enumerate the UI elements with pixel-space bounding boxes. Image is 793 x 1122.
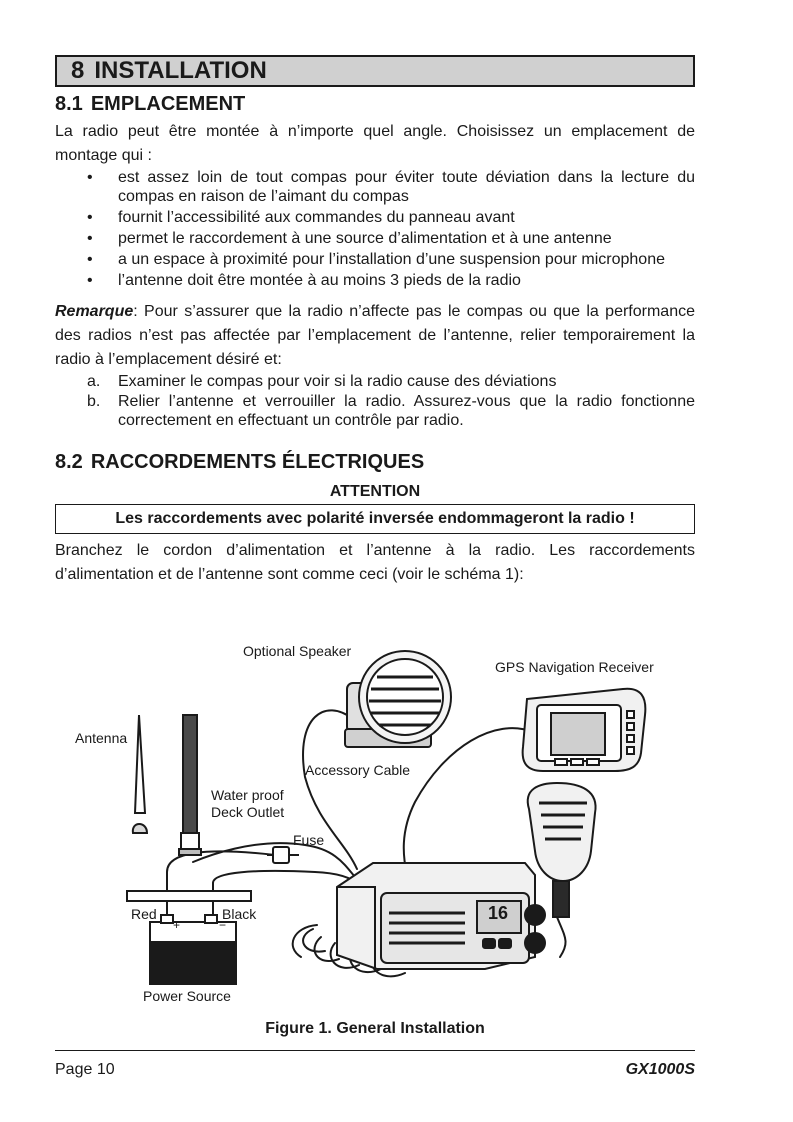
fuse-icon — [267, 847, 299, 863]
list-item — [55, 372, 695, 391]
installation-figure — [55, 637, 695, 1017]
label-battery-plus: + — [173, 918, 181, 932]
label-accessory-cable: Accessory Cable — [305, 762, 411, 778]
section-title: RACCORDEMENTS ÉLECTRIQUES — [90, 451, 425, 473]
mic-cable — [557, 917, 566, 957]
list-item: • l’antenne doit être montée à au moins 3 pieds de la radio — [55, 271, 695, 290]
intro-paragraph: La radio peut être montée à n’importe quel angle. Choisissez un emplacement de montage qui : — [55, 123, 695, 164]
step-list — [55, 372, 695, 430]
microphone-icon — [528, 783, 596, 917]
label-power-source: Power Source — [143, 988, 231, 1004]
connection-paragraph: Branchez le cordon d’alimentation et l’antenne à la radio. Les raccordements d’alimentation et de l’antenne sont comme ceci (voir le schéma 1): — [55, 542, 695, 583]
radio-unit-icon — [337, 863, 545, 969]
gps-cable — [404, 728, 533, 875]
figure-caption: Figure 1. General Installation — [265, 1020, 485, 1037]
deck-outlet-icon — [179, 715, 201, 855]
model-name: GX1000S — [625, 1061, 695, 1078]
section-number: 8.2 — [55, 451, 83, 473]
chapter-title: INSTALLATION — [94, 57, 267, 84]
label-deck-outlet-line-2: Deck Outlet — [211, 804, 285, 820]
page-number: Page 10 — [55, 1061, 115, 1078]
step-text: Examiner le compas pour voir si la radio cause des déviations — [118, 373, 557, 390]
label-battery-minus: − — [219, 918, 227, 932]
label-gps-receiver: GPS Navigation Receiver — [495, 659, 654, 675]
section-title: EMPLACEMENT — [90, 93, 246, 115]
step-marker: b. — [87, 393, 101, 410]
attention-box: Les raccordements avec polarité inversée endommageront la radio ! — [55, 504, 695, 534]
chapter-number: 8 — [71, 57, 85, 84]
list-item: • permet le raccordement à une source d’alimentation et à une antenne — [55, 229, 695, 248]
speaker-icon — [345, 651, 451, 747]
step-marker: a. — [87, 373, 101, 390]
list-item: • fournit l’accessibilité aux commandes du panneau avant — [55, 208, 695, 227]
note-text: : Pour s’assurer que la radio n’affecte pas le compas ou que la performance des radios n’est pas affectée par l’emplacement de l’antenne, relier temporairement la radio à l’emplacement désiré et: — [55, 303, 695, 368]
label-antenna: Antenna — [75, 730, 128, 746]
note-paragraph — [55, 300, 695, 372]
installation-diagram — [55, 637, 695, 1017]
label-red-wire: Red — [131, 906, 157, 922]
antenna-icon — [133, 715, 147, 833]
step-text: Relier l’antenne et verrouiller la radio. Assurez-vous que la radio fonctionne correctement en effectuant un contrôle par radio. — [118, 393, 695, 429]
section-heading-8-2 — [55, 450, 695, 474]
chapter-heading — [55, 55, 695, 87]
label-fuse: Fuse — [293, 832, 325, 848]
list-item: • a un espace à proximité pour l’installation d’une suspension pour microphone — [55, 250, 695, 269]
radio-display-value: 16 — [488, 903, 509, 923]
note-label: Remarque — [55, 303, 134, 320]
page-content — [55, 55, 695, 587]
label-deck-outlet-line-1: Water proof — [211, 787, 284, 803]
footer-divider — [55, 1050, 695, 1051]
location-bullet-list — [55, 168, 695, 290]
list-item: • est assez loin de tout compas pour éviter toute déviation dans la lecture du compas en raison de l’aimant du compas — [55, 168, 695, 206]
mounting-surface — [127, 891, 251, 901]
section-heading-8-1 — [55, 92, 695, 116]
section-number: 8.1 — [55, 93, 83, 115]
attention-heading: ATTENTION — [329, 483, 421, 500]
list-item — [55, 392, 695, 430]
label-optional-speaker: Optional Speaker — [243, 643, 352, 659]
gps-receiver-icon — [523, 689, 646, 771]
label-black-wire: Black — [222, 906, 257, 922]
